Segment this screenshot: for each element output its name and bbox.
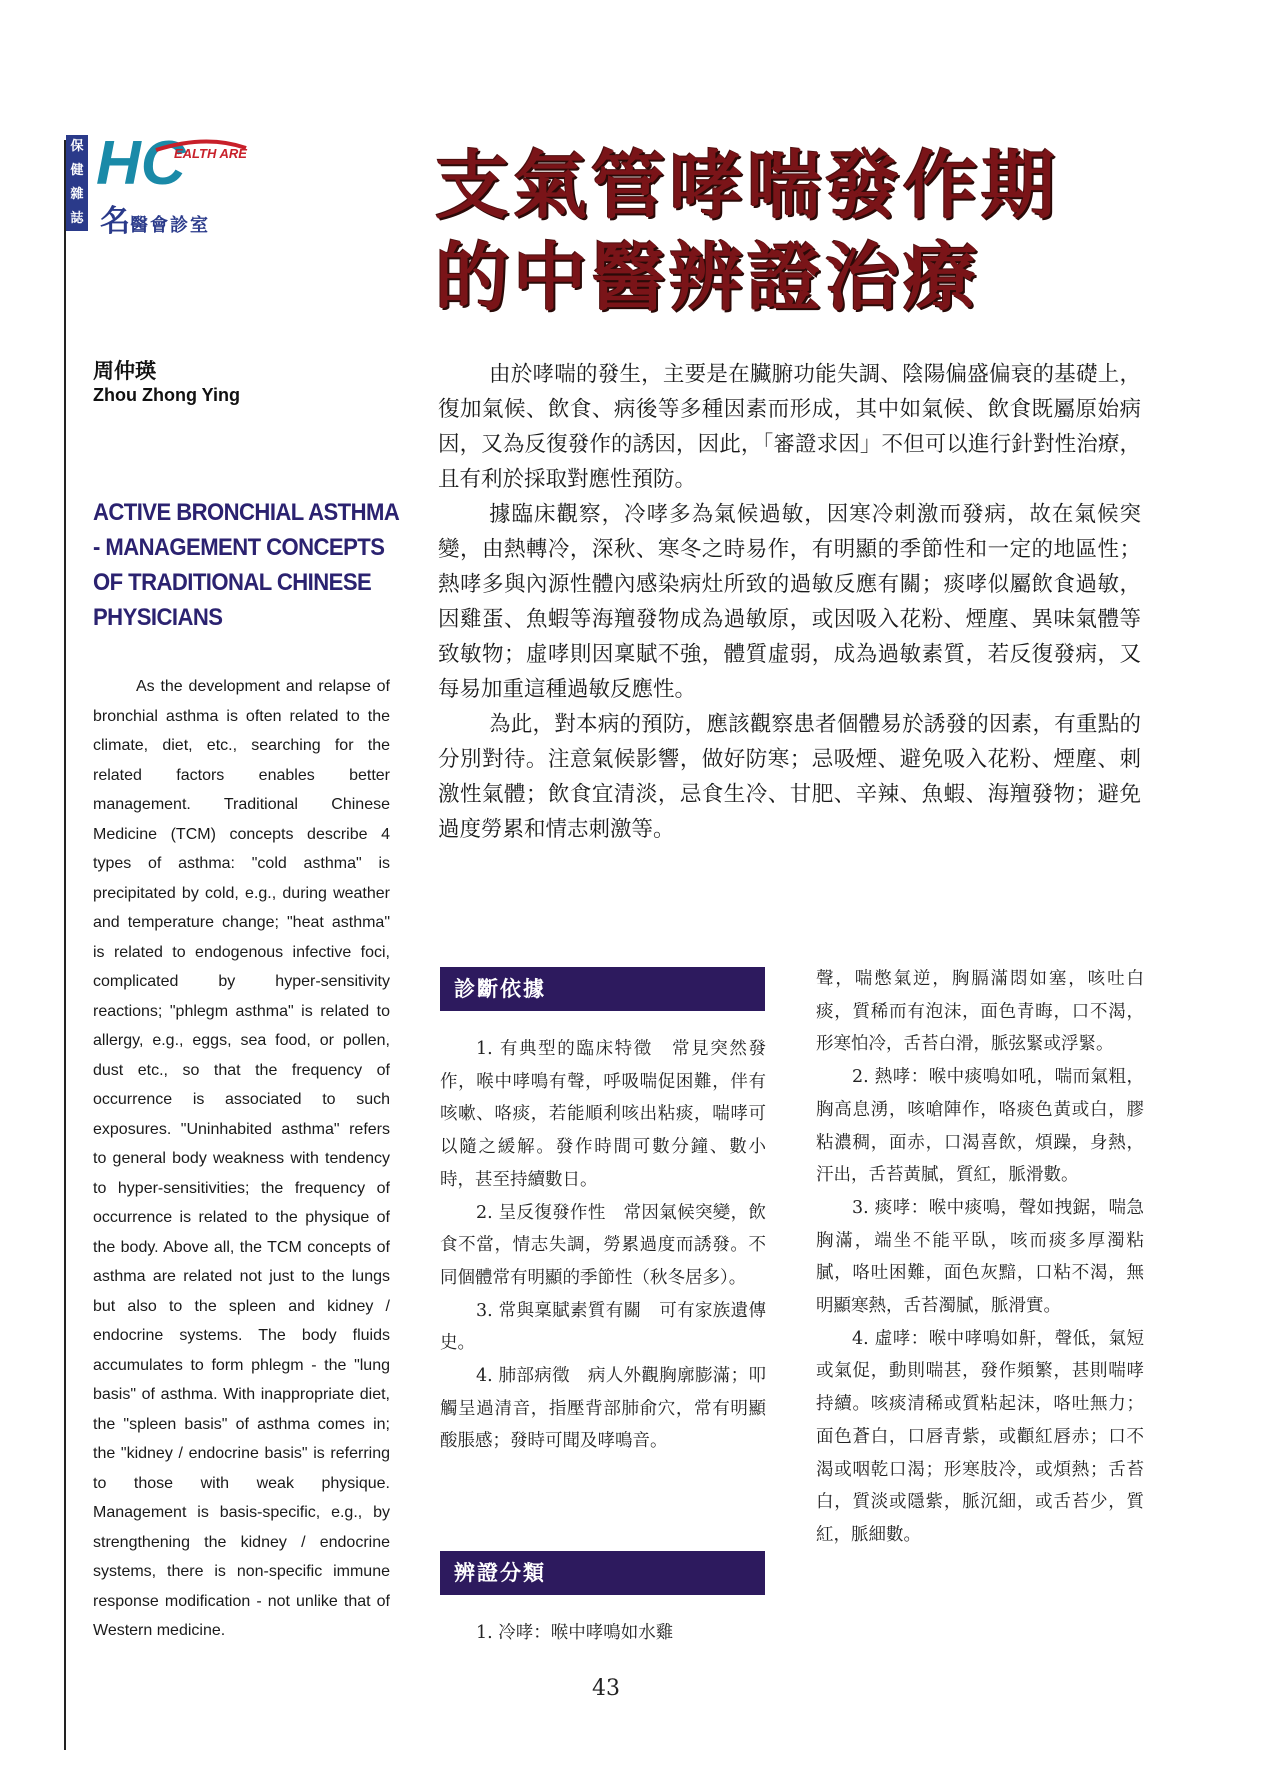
section-header-classification: 辨證分類	[440, 1551, 765, 1595]
diagnosis-item: 1. 有典型的臨床特徵 常見突然發作，喉中哮鳴有聲，呼吸喘促困難，伴有咳嗽、咯痰，若能順利咳出粘痰，喘哮可以隨之緩解。發作時間可數分鐘、數小時，甚至持續數日。	[440, 1039, 766, 1190]
classification-continuation: 聲，喘憋氣逆，胸膈滿悶如塞，咳吐白痰，質稀而有泡沫，面色青晦，口不渴，形寒怕冷，舌苔白滑，脈弦緊或浮緊。	[816, 969, 1144, 1055]
title-line-1: 支氣管哮喘發作期	[435, 143, 1059, 229]
logo-hc-text: HC	[96, 132, 186, 192]
classification-column	[816, 963, 1144, 1552]
classification-item: 4. 虛哮：喉中哮鳴如鼾，聲低，氣短或氣促，動則喘甚，發作頻繁，甚則喘哮持續。咳痰清稀或質粘起沫，咯吐無力；面色蒼白，口唇青紫，或顴紅唇赤；口不渴或咽乾口渴；形寒肢冷，或煩熱；舌苔白，質淡或隱紫，脈沉細，或舌苔少，質紅，脈細數。	[816, 1328, 1144, 1545]
english-heading-line-3: OF TRADITIONAL CHINESE	[93, 569, 372, 596]
title-line-2: 的中醫辨證治療	[435, 235, 981, 321]
logo-sub-text: EALTH ARE	[174, 146, 247, 161]
chinese-intro	[438, 357, 1141, 847]
section-header-diagnosis: 診斷依據	[440, 967, 765, 1011]
diagnosis-item: 3. 常與稟賦素質有關 可有家族遺傳史。	[440, 1300, 766, 1354]
english-heading-line-4: PHYSICIANS	[93, 604, 223, 631]
diagnosis-item: 4. 肺部病徵 病人外觀胸廓膨滿；叩觸呈過清音，指壓背部肺俞穴，常有明顯酸脹感；發時可聞及哮鳴音。	[440, 1366, 766, 1452]
diagnosis-item: 2. 呈反復發作性 常因氣候突變，飲食不當，情志失調，勞累過度而誘發。不同個體常有明顯的季節性（秋冬居多）。	[440, 1202, 766, 1288]
english-heading-line-2: - MANAGEMENT CONCEPTS	[93, 534, 385, 561]
diagnosis-column	[440, 1033, 766, 1458]
english-heading	[93, 495, 400, 635]
page-number: 43	[592, 1676, 620, 1701]
author-english: Zhou Zhong Ying	[93, 385, 240, 405]
english-heading-line-1: ACTIVE BRONCHIAL ASTHMA	[93, 499, 400, 526]
intro-paragraph: 為此，對本病的預防，應該觀察患者個體易於誘發的因素，有重點的分別對待。注意氣候影響，做好防寒；忌吸煙、避免吸入花粉、煙塵、刺激性氣體；飲食宜清淡，忌食生冷、甘肥、辛辣、魚蝦、海羶發物；避免過度勞累和情志刺激等。	[438, 712, 1141, 842]
left-margin-rule	[64, 140, 66, 1750]
article-title	[435, 140, 1155, 324]
healthcare-logo	[96, 132, 256, 192]
column-brand-small: 醫會診室	[130, 215, 210, 236]
magazine-vertical-tag: 保 健 雜 誌	[66, 135, 88, 231]
author-chinese: 周仲瑛	[93, 359, 156, 383]
classification-item: 2. 熱哮：喉中痰鳴如吼，喘而氣粗，胸高息湧，咳嗆陣作，咯痰色黃或白，膠粘濃稠，面赤，口渴喜飲，煩躁，身熱，汗出，舌苔黃膩，質紅，脈滑數。	[816, 1067, 1144, 1186]
intro-paragraph: 據臨床觀察，冷哮多為氣候過敏，因寒冷刺激而發病，故在氣候突變，由熱轉冷，深秋、寒冬之時易作，有明顯的季節性和一定的地區性；熱哮多與內源性體內感染病灶所致的過敏反應有關；痰哮似屬飲食過敏，因雞蛋、魚蝦等海羶發物成為過敏原，或因吸入花粉、煙塵、異味氣體等致敏物；虛哮則因稟賦不強，體質虛弱，成為過敏素質，若反復發病，又每易加重這種過敏反應性。	[438, 502, 1141, 702]
column-brand	[100, 196, 210, 240]
classification-start	[440, 1617, 766, 1650]
column-brand-big: 名	[100, 204, 130, 239]
english-abstract: As the development and relapse of bronchial asthma is often related to the climate, diet, etc., searching for the related factors enables better management. Traditional Chinese Medicine (TCM) concepts describe 4 types of asthma: "cold asthma" is precipitated by cold, e.g., during weather and temperature change; "heat asthma" is related to endogenous infective foci, complicated by hyper-sensitivity reactions; "phlegm asthma" is related to allergy, e.g., eggs, sea food, or pollen, dust etc., so that the frequency of occurrence is associated to such exposures. "Uninhabited asthma" refers to general body weakness with tendency to hyper-sensitivities; the frequency of occurrence is related to the physique of the body. Above all, the TCM concepts of asthma are related not just to the lungs but also to the spleen and kidney / endocrine systems. The body fluids accumulates to form phlegm - the "lung basis" of asthma. With inappropriate diet, the "spleen basis" of asthma comes in; the "kidney / endocrine basis" is referring to those with weak physique. Management is basis-specific, e.g., by strengthening the kidney / endocrine systems, there is non-specific immune response modification - not unlike that of Western medicine.	[93, 678, 390, 1639]
intro-paragraph: 由於哮喘的發生，主要是在臟腑功能失調、陰陽偏盛偏衰的基礎上，復加氣候、飲食、病後等多種因素而形成，其中如氣候、飲食既屬原始病因，又為反復發作的誘因，因此，「審證求因」不但可以進行針對性治療，且有利於採取對應性預防。	[438, 362, 1141, 492]
classification-item: 1. 冷哮：喉中哮鳴如水雞	[476, 1623, 674, 1643]
classification-item: 3. 痰哮：喉中痰鳴，聲如拽鋸，喘急胸滿，端坐不能平臥，咳而痰多厚濁粘膩，咯吐困難，面色灰黯，口粘不渴，無明顯寒熱，舌苔濁膩，脈滑實。	[816, 1197, 1144, 1317]
